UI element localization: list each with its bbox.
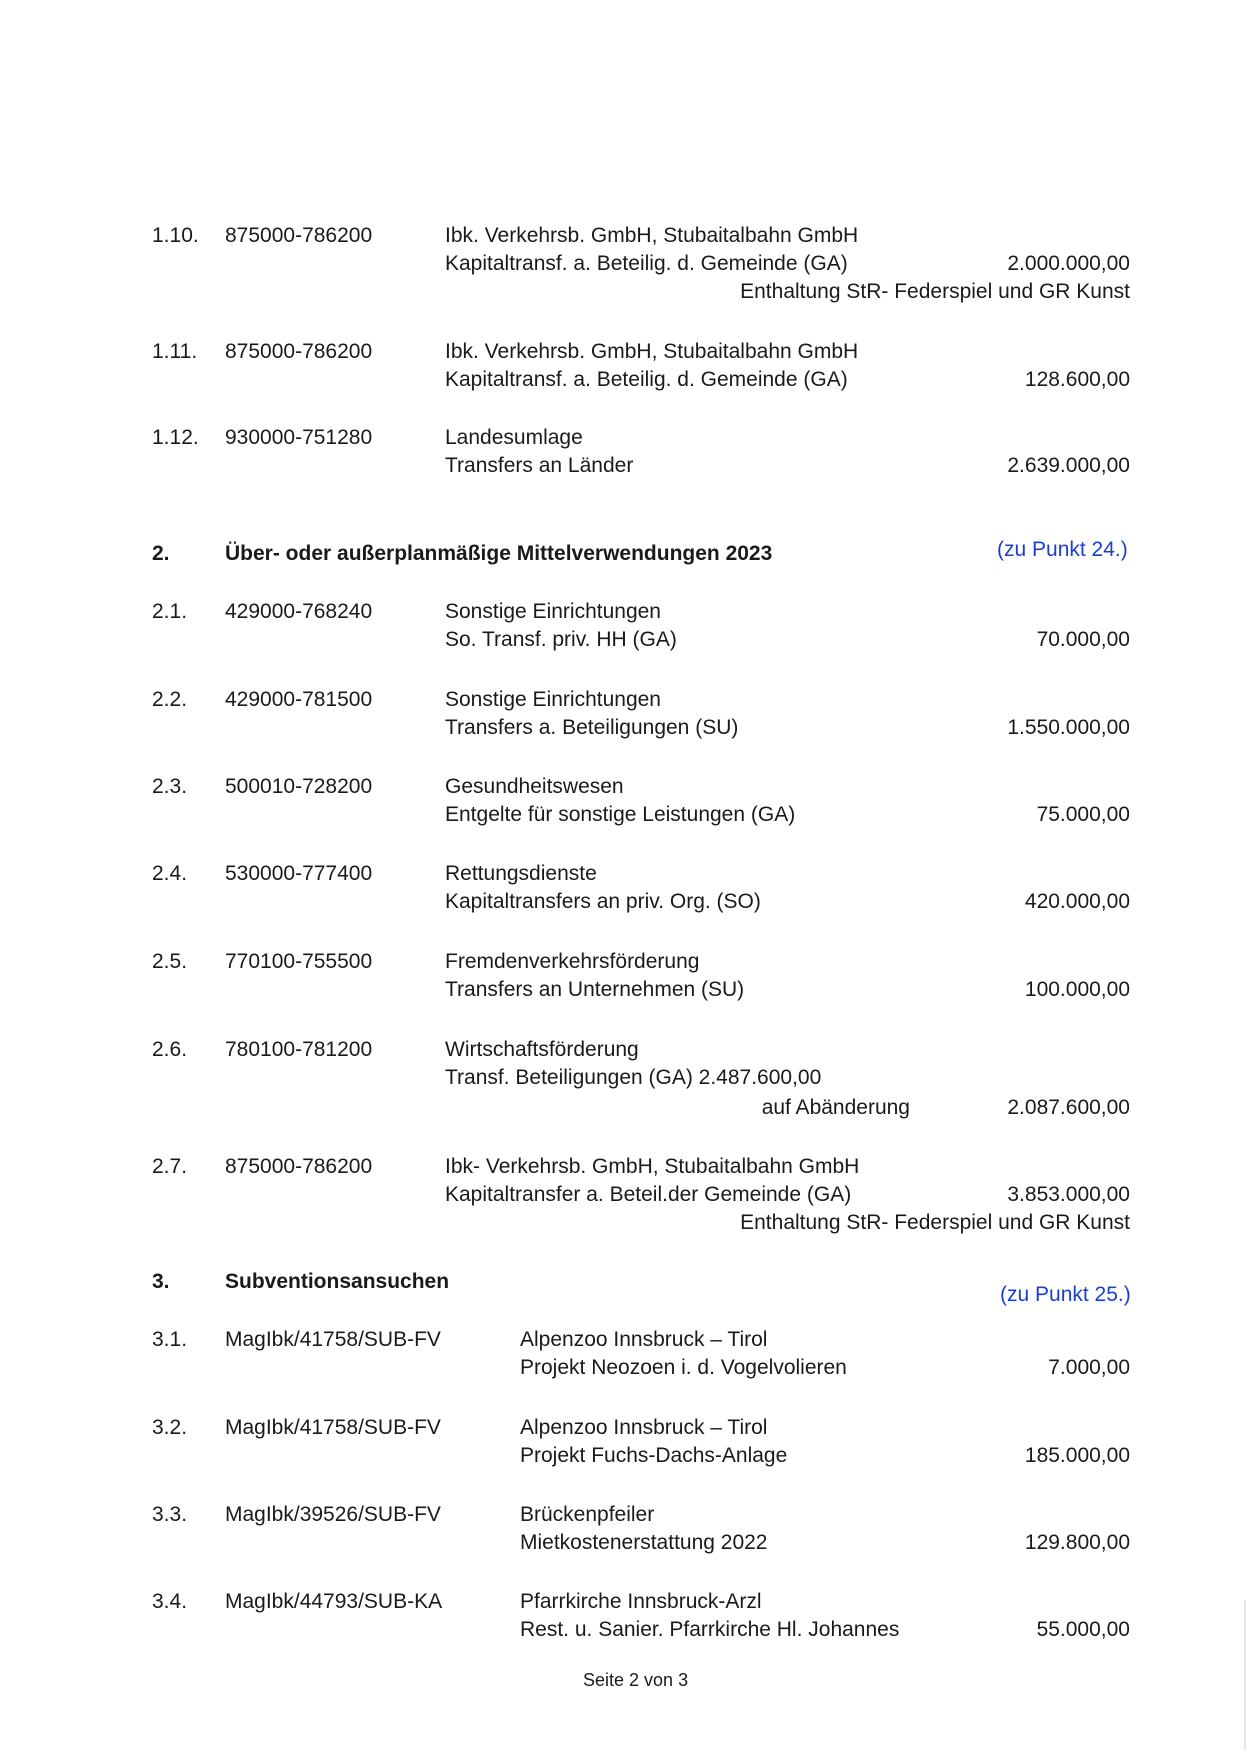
account-code: 429000-781500 bbox=[225, 688, 373, 711]
page-footer: Seite 2 von 3 bbox=[583, 1670, 689, 1690]
item-note: Enthaltung StR- Federspiel und GR Kunst bbox=[740, 1211, 1130, 1234]
item-line1: Ibk. Verkehrsb. GmbH, Stubaitalbahn GmbH bbox=[445, 224, 859, 247]
item-line1: Landesumlage bbox=[445, 426, 583, 449]
item-line2: Kapitaltransf. a. Beteilig. d. Gemeinde (GA) bbox=[445, 368, 848, 391]
item-line2: Kapitaltransfer a. Beteil.der Gemeinde (GA) bbox=[445, 1183, 852, 1206]
item-number: 2.6. bbox=[152, 1038, 188, 1061]
item-line1: Sonstige Einrichtungen bbox=[445, 688, 661, 711]
account-code: 770100-755500 bbox=[225, 950, 373, 973]
item-number: 3.3. bbox=[152, 1503, 188, 1526]
item-line2: Kapitaltransfers an priv. Org. (SO) bbox=[445, 890, 761, 913]
item-amount: 2.000.000,00 bbox=[1007, 252, 1130, 275]
account-code: MagIbk/44793/SUB-KA bbox=[225, 1590, 443, 1613]
item-number: 3.2. bbox=[152, 1416, 188, 1439]
section-title: Subventionsansuchen bbox=[225, 1270, 450, 1293]
account-code: MagIbk/41758/SUB-FV bbox=[225, 1416, 441, 1439]
item-line1: Alpenzoo Innsbruck – Tirol bbox=[520, 1328, 768, 1351]
item-amount: 7.000,00 bbox=[1048, 1356, 1130, 1379]
item-amount: 420.000,00 bbox=[1024, 890, 1130, 913]
item-number: 2.2. bbox=[152, 688, 188, 711]
item-amount: 129.800,00 bbox=[1024, 1531, 1130, 1554]
item-number: 2.3. bbox=[152, 775, 188, 798]
item-number: 2.5. bbox=[152, 950, 188, 973]
section-reference: (zu Punkt 24.) bbox=[997, 538, 1128, 561]
item-amount: 70.000,00 bbox=[1036, 628, 1130, 651]
account-code: 429000-768240 bbox=[225, 600, 373, 623]
item-line1: Brückenpfeiler bbox=[520, 1503, 655, 1526]
item-line2: So. Transf. priv. HH (GA) bbox=[445, 628, 677, 651]
item-line2: Transf. Beteiligungen (GA) 2.487.600,00 bbox=[445, 1066, 822, 1089]
item-amount: 2.087.600,00 bbox=[1007, 1096, 1130, 1119]
item-line2: Entgelte für sonstige Leistungen (GA) bbox=[445, 803, 796, 826]
item-amount: 2.639.000,00 bbox=[1007, 454, 1130, 477]
item-amount: 1.550.000,00 bbox=[1007, 716, 1130, 739]
item-amount: 185.000,00 bbox=[1024, 1444, 1130, 1467]
account-code: 780100-781200 bbox=[225, 1038, 373, 1061]
item-amount: 128.600,00 bbox=[1024, 368, 1130, 391]
account-code: 500010-728200 bbox=[225, 775, 373, 798]
item-line1: Ibk- Verkehrsb. GmbH, Stubaitalbahn GmbH bbox=[445, 1155, 860, 1178]
item-number: 2.7. bbox=[152, 1155, 188, 1178]
item-line1: Ibk. Verkehrsb. GmbH, Stubaitalbahn GmbH bbox=[445, 340, 859, 363]
section-number: 3. bbox=[152, 1270, 170, 1293]
account-code: MagIbk/41758/SUB-FV bbox=[225, 1328, 441, 1351]
account-code: 875000-786200 bbox=[225, 340, 373, 363]
item-line1: Wirtschaftsförderung bbox=[445, 1038, 639, 1061]
item-number: 1.10. bbox=[152, 224, 199, 247]
section-reference: (zu Punkt 25.) bbox=[1000, 1283, 1131, 1306]
item-line1: Sonstige Einrichtungen bbox=[445, 600, 661, 623]
account-code: MagIbk/39526/SUB-FV bbox=[225, 1503, 441, 1526]
item-amount: 55.000,00 bbox=[1036, 1618, 1130, 1641]
account-code: 930000-751280 bbox=[225, 426, 373, 449]
item-line2: Transfers an Länder bbox=[445, 454, 634, 477]
item-number: 3.1. bbox=[152, 1328, 188, 1351]
item-line2: Transfers an Unternehmen (SU) bbox=[445, 978, 745, 1001]
item-line3: auf Abänderung bbox=[761, 1096, 910, 1119]
account-code: 530000-777400 bbox=[225, 862, 373, 885]
item-line1: Rettungsdienste bbox=[445, 862, 597, 885]
item-number: 2.4. bbox=[152, 862, 188, 885]
item-line1: Pfarrkirche Innsbruck-Arzl bbox=[520, 1590, 762, 1613]
section-number: 2. bbox=[152, 542, 170, 565]
item-line2: Mietkostenerstattung 2022 bbox=[520, 1531, 768, 1554]
item-line1: Gesundheitswesen bbox=[445, 775, 624, 798]
item-number: 3.4. bbox=[152, 1590, 188, 1613]
item-line2: Projekt Neozoen i. d. Vogelvolieren bbox=[520, 1356, 847, 1379]
item-line1: Fremdenverkehrsförderung bbox=[445, 950, 700, 973]
item-amount: 100.000,00 bbox=[1024, 978, 1130, 1001]
item-line2: Projekt Fuchs-Dachs-Anlage bbox=[520, 1444, 788, 1467]
item-note: Enthaltung StR- Federspiel und GR Kunst bbox=[740, 280, 1130, 303]
scan-edge-mark bbox=[1244, 1600, 1246, 1750]
item-line1: Alpenzoo Innsbruck – Tirol bbox=[520, 1416, 768, 1439]
item-line2: Transfers a. Beteiligungen (SU) bbox=[445, 716, 739, 739]
item-amount: 3.853.000,00 bbox=[1007, 1183, 1130, 1206]
item-amount: 75.000,00 bbox=[1036, 803, 1130, 826]
account-code: 875000-786200 bbox=[225, 224, 373, 247]
account-code: 875000-786200 bbox=[225, 1155, 373, 1178]
item-number: 1.11. bbox=[152, 340, 198, 363]
item-line2: Rest. u. Sanier. Pfarrkirche Hl. Johannes bbox=[520, 1618, 900, 1641]
item-number: 1.12. bbox=[152, 426, 199, 449]
item-number: 2.1. bbox=[152, 600, 188, 623]
section-title: Über- oder außerplanmäßige Mittelverwendungen 2023 bbox=[225, 542, 773, 565]
item-line2: Kapitaltransf. a. Beteilig. d. Gemeinde (GA) bbox=[445, 252, 848, 275]
